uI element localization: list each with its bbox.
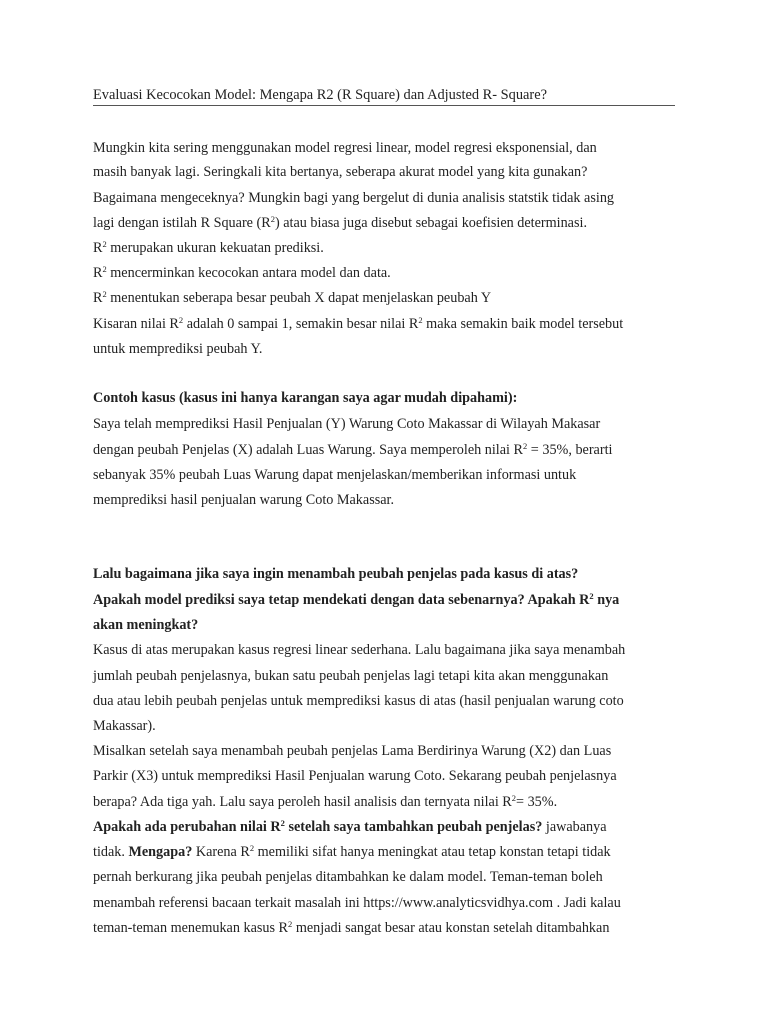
text: Kisaran nilai R bbox=[93, 316, 179, 332]
superscript: 2 bbox=[178, 315, 184, 325]
intro-line-7 bbox=[93, 288, 491, 308]
text: menambah referensi bacaan terkait masalah ini bbox=[93, 895, 364, 911]
body-line-7 bbox=[93, 792, 557, 812]
bold-text: Apakah ada perubahan nilai R bbox=[93, 819, 281, 835]
reference-link[interactable]: https://www.analyticsvidhya.com bbox=[363, 895, 554, 911]
document-title: Evaluasi Kecocokan Model: Mengapa R2 (R Square) dan Adjusted R- Square? bbox=[93, 86, 675, 106]
superscript: 2 bbox=[270, 214, 275, 224]
text: Apakah model prediksi saya tetap mendekati dengan data sebenarnya? Apakah R bbox=[93, 592, 590, 608]
intro-line-5 bbox=[93, 238, 324, 258]
superscript: 2 bbox=[511, 793, 517, 803]
superscript: 2 bbox=[418, 315, 423, 325]
superscript: 2 bbox=[288, 919, 293, 929]
text: dengan peubah Penjelas (X) adalah Luas Warung. Saya memperoleh nilai R bbox=[93, 442, 523, 458]
superscript: 2 bbox=[280, 818, 285, 828]
text: Karena R bbox=[192, 844, 250, 860]
body-line-1: Kasus di atas merupakan kasus regresi linear sederhana. Lalu bagaimana jika saya menambah bbox=[93, 642, 626, 658]
body-line-2: jumlah peubah penjelasnya, bukan satu peubah penjelas lagi tetapi kita akan menggunakan bbox=[93, 668, 609, 684]
text: nya bbox=[593, 592, 620, 608]
intro-line-4 bbox=[93, 213, 587, 233]
text: memiliki sifat hanya meningkat atau tetap konstan tetapi tidak bbox=[254, 844, 611, 860]
text: merupakan ukuran kekuatan prediksi. bbox=[106, 240, 324, 256]
superscript: 2 bbox=[523, 441, 528, 451]
bold-text: Mengapa? bbox=[128, 844, 193, 860]
superscript: 2 bbox=[589, 591, 594, 601]
text: = 35%. bbox=[516, 794, 558, 810]
intro-line-6 bbox=[93, 263, 391, 283]
text: R bbox=[93, 265, 103, 281]
question-line-1: Lalu bagaimana jika saya ingin menambah peubah penjelas pada kasus di atas? bbox=[93, 566, 579, 582]
intro-line-2: masih banyak lagi. Seringkali kita bertanya, seberapa akurat model yang kita gunakan? bbox=[93, 164, 588, 180]
example-line-3: sebanyak 35% peubah Luas Warung dapat menjelaskan/memberikan informasi untuk bbox=[93, 467, 577, 483]
text: menentukan seberapa besar peubah X dapat menjelaskan peubah Y bbox=[106, 290, 492, 306]
intro-line-1: Mungkin kita sering menggunakan model regresi linear, model regresi eksponensial, dan bbox=[93, 140, 597, 156]
body-line-5: Misalkan setelah saya menambah peubah penjelas Lama Berdirinya Warung (X2) dan Luas bbox=[93, 743, 612, 759]
example-line-1: Saya telah memprediksi Hasil Penjualan (Y) Warung Coto Makassar di Wilayah Makasar bbox=[93, 416, 601, 432]
body-line-12 bbox=[93, 918, 609, 938]
text: jawabanya bbox=[542, 819, 607, 835]
text: maka semakin baik model tersebut bbox=[422, 316, 624, 332]
example-line-2 bbox=[93, 440, 612, 460]
superscript: 2 bbox=[102, 239, 107, 249]
superscript: 2 bbox=[249, 843, 255, 853]
superscript: 2 bbox=[102, 264, 107, 274]
text: ) atau biasa juga disebut sebagai koefisien determinasi. bbox=[274, 215, 587, 231]
intro-line-3: Bagaimana mengeceknya? Mungkin bagi yang bergelut di dunia analisis statstik tidak asing bbox=[93, 190, 615, 206]
question-line-2 bbox=[93, 590, 619, 610]
text: menjadi sangat besar atau konstan setelah ditambahkan bbox=[292, 920, 610, 936]
example-line-4: memprediksi hasil penjualan warung Coto Makassar. bbox=[93, 492, 395, 508]
intro-line-9: untuk memprediksi peubah Y. bbox=[93, 341, 263, 357]
text: mencerminkan kecocokan antara model dan data. bbox=[106, 265, 391, 281]
text: tidak. bbox=[93, 844, 129, 860]
body-line-11 bbox=[93, 893, 621, 913]
text: R bbox=[93, 240, 103, 256]
text: adalah 0 sampai 1, semakin besar nilai R bbox=[183, 316, 419, 332]
intro-line-8 bbox=[93, 314, 623, 334]
body-line-9 bbox=[93, 842, 611, 862]
body-line-4: Makassar). bbox=[93, 718, 156, 734]
text: R bbox=[93, 290, 103, 306]
body-line-10: pernah berkurang jika peubah penjelas ditambahkan ke dalam model. Teman-teman boleh bbox=[93, 869, 603, 885]
text: berapa? Ada tiga yah. Lalu saya peroleh hasil analisis dan ternyata nilai R bbox=[93, 794, 512, 810]
text: . Jadi kalau bbox=[553, 895, 621, 911]
body-line-6: Parkir (X3) untuk memprediksi Hasil Penjualan warung Coto. Sekarang peubah penjelasnya bbox=[93, 768, 617, 784]
superscript: 2 bbox=[102, 289, 107, 299]
example-heading: Contoh kasus (kasus ini hanya karangan saya agar mudah dipahami): bbox=[93, 390, 518, 406]
text: teman-teman menemukan kasus R bbox=[93, 920, 289, 936]
text: = 35%, berarti bbox=[527, 442, 613, 458]
bold-text: setelah saya tambahkan peubah penjelas? bbox=[284, 819, 543, 835]
text: lagi dengan istilah R Square (R bbox=[93, 215, 271, 231]
body-line-3: dua atau lebih peubah penjelas untuk memprediksi kasus di atas (hasil penjualan warung coto bbox=[93, 693, 624, 709]
question-line-3: akan meningkat? bbox=[93, 617, 199, 633]
body-line-8 bbox=[93, 817, 607, 837]
